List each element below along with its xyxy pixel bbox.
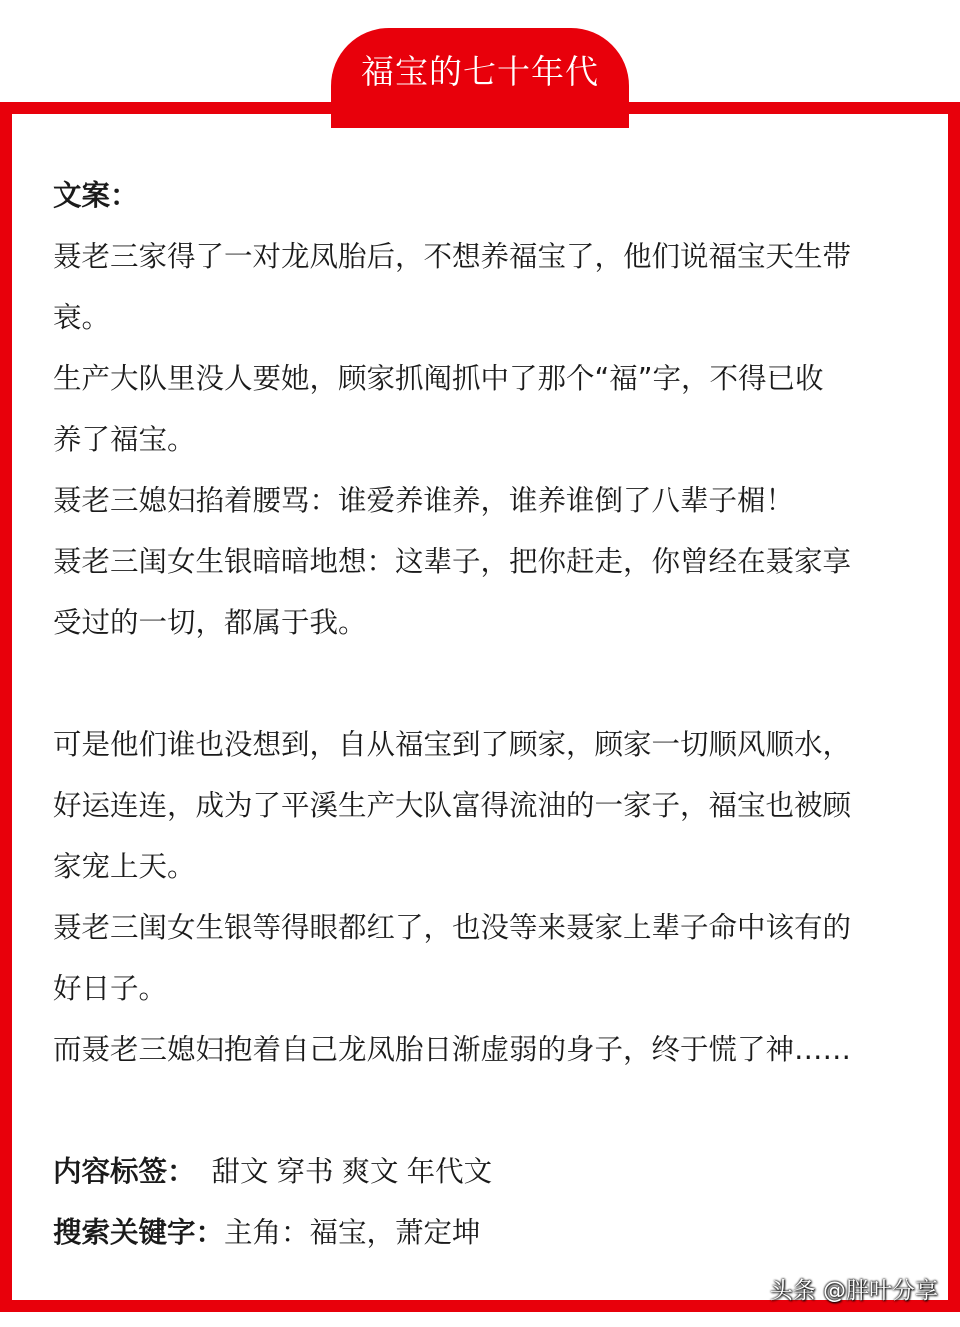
synopsis-line: 衰。 <box>53 301 111 334</box>
synopsis-line: 养了福宝。 <box>53 423 196 456</box>
spacer <box>53 1080 903 1141</box>
synopsis-line: 可是他们谁也没想到，自从福宝到了顾家，顾家一切顺风顺水， <box>53 728 852 761</box>
search-keywords-row <box>53 1202 903 1263</box>
tag-item: 穿书 <box>276 1155 334 1188</box>
synopsis-line: 而聂老三媳妇抱着自己龙凤胎日渐虚弱的身子，终于慌了神…… <box>53 1033 852 1066</box>
tag-item: 年代文 <box>406 1155 493 1188</box>
synopsis-line: 聂老三闺女生银暗暗地想：这辈子，把你赶走，你曾经在聂家享 <box>53 545 852 578</box>
content-tags-row <box>53 1141 903 1202</box>
page-title: 福宝的七十年代 <box>361 52 599 91</box>
synopsis-line: 聂老三媳妇掐着腰骂：谁爱养谁养，谁养谁倒了八辈子楣！ <box>53 484 795 517</box>
tag-item: 爽文 <box>341 1155 399 1188</box>
title-tab <box>331 28 629 128</box>
synopsis-content <box>53 165 903 1263</box>
synopsis-line: 生产大队里没人要她，顾家抓阄抓中了那个“福”字，不得已收 <box>53 362 824 395</box>
synopsis-heading: 文案： <box>53 179 139 212</box>
synopsis-line: 受过的一切，都属于我。 <box>53 606 367 639</box>
tag-item: 甜文 <box>211 1155 269 1188</box>
synopsis-blank-line <box>53 653 903 714</box>
synopsis-line: 好日子。 <box>53 972 168 1005</box>
tags-label: 内容标签： <box>53 1155 196 1188</box>
synopsis-line: 聂老三家得了一对龙凤胎后，不想养福宝了，他们说福宝天生带 <box>53 240 852 273</box>
synopsis-line: 聂老三闺女生银等得眼都红了，也没等来聂家上辈子命中该有的 <box>53 911 852 944</box>
keywords-value: 主角：福宝，萧定坤 <box>224 1216 481 1249</box>
keywords-label: 搜索关键字： <box>53 1216 225 1249</box>
synopsis-line: 好运连连，成为了平溪生产大队富得流油的一家子，福宝也被顾 <box>53 789 852 822</box>
synopsis-line: 家宠上天。 <box>53 850 196 883</box>
watermark-text: 头条 @胖叶分享 <box>769 1278 938 1304</box>
